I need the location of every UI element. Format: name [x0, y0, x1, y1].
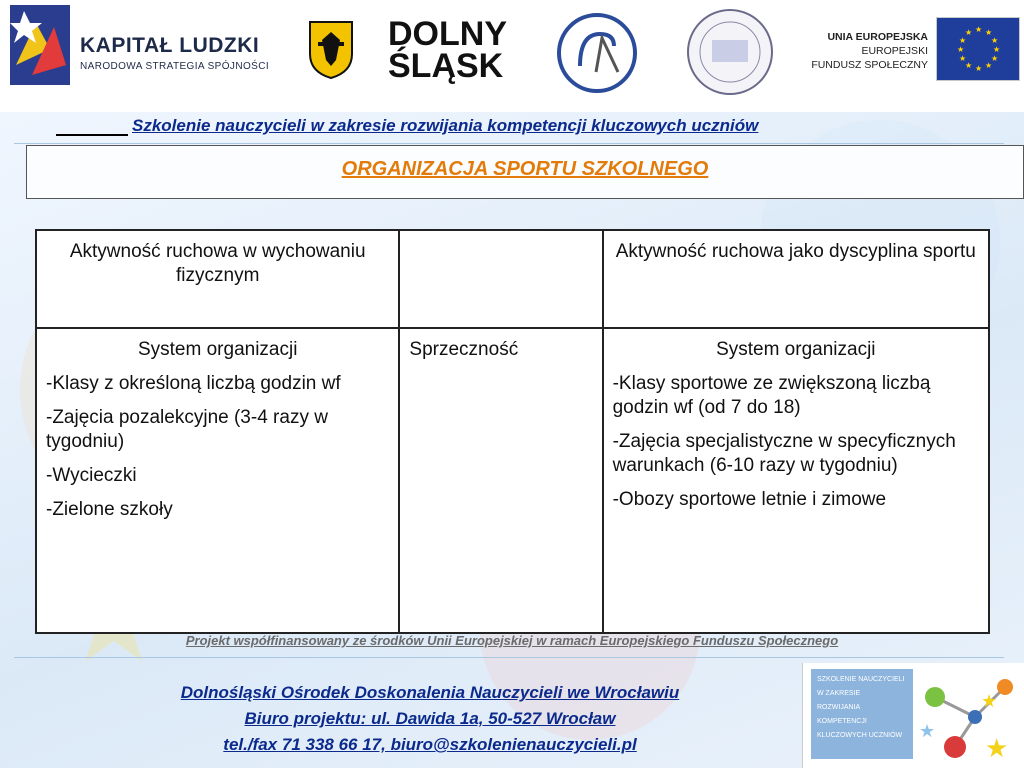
ue-line1: UNIA EUROPEJSKA: [827, 31, 928, 43]
contradiction-label: Sprzeczność: [409, 339, 519, 360]
slask-text: ŚLĄSK: [388, 47, 504, 85]
badge-line: W ZAKRESIE: [817, 690, 861, 697]
badge-line: KLUCZOWYCH UCZNIÓW: [817, 732, 903, 739]
ue-line3: FUNDUSZ SPOŁECZNY: [811, 59, 928, 71]
eu-flag-icon: [936, 17, 1020, 81]
kapital-ludzki-title: KAPITAŁ LUDZKI: [80, 34, 260, 57]
middle-cell: [399, 328, 602, 633]
svg-text:★: ★: [959, 54, 967, 63]
dolny-slask-logo: [388, 15, 507, 85]
svg-text:★: ★: [991, 54, 999, 63]
header-cell-sport-discipline: Aktywność ruchowa jako dyscyplina sportu: [603, 230, 989, 328]
table-row: [36, 328, 989, 633]
divider: [14, 143, 1004, 144]
svg-text:★: ★: [957, 45, 965, 54]
comparison-table: [35, 229, 990, 634]
training-badge: [802, 663, 1024, 768]
university-seal-icon: [556, 12, 638, 94]
svg-text:★: ★: [985, 734, 1009, 764]
divider: [14, 657, 1004, 658]
badge-text: [811, 669, 913, 759]
svg-text:★: ★: [965, 61, 973, 70]
badge-line: KOMPETENCJI: [817, 718, 867, 725]
kapital-ludzki-logo-icon: [10, 5, 70, 85]
training-subtitle: [56, 116, 976, 136]
office-address: Biuro projektu: ul. Dawida 1a, 50-527 Wrocław: [244, 709, 616, 728]
coat-of-arms-icon: [308, 20, 354, 80]
contact-line: tel./fax 71 338 66 17, biuro@szkolenienauczycieli.pl: [223, 735, 637, 754]
header-cell-physical-education: Aktywność ruchowa w wychowaniu fizycznym: [36, 230, 399, 328]
list-item: -Obozy sportowe letnie i zimowe: [612, 489, 887, 510]
badge-line: ROZWIJANIA: [817, 704, 861, 711]
dodn-seal-icon: [684, 6, 776, 98]
institution-name: Dolnośląski Ośrodek Doskonalenia Nauczycieli we Wrocławiu: [180, 683, 680, 702]
left-heading: System organizacji: [137, 339, 298, 360]
page-title: ORGANIZACJA SPORTU SZKOLNEGO: [341, 158, 709, 180]
svg-text:★: ★: [985, 28, 993, 37]
list-item: -Zajęcia specjalistyczne w specyficznych warunkach (6-10 razy w tygodniu): [612, 431, 956, 476]
left-cell: [36, 328, 399, 633]
logo-bar: [0, 0, 1024, 112]
list-item: -Klasy z określoną liczbą godzin wf: [46, 373, 341, 394]
badge-line: SZKOLENIE NAUCZYCIELI: [817, 676, 905, 683]
dolny-text: DOLNY: [388, 15, 507, 53]
right-cell: [603, 328, 989, 633]
eu-text-block: [798, 30, 928, 72]
underline-blank: [56, 120, 128, 136]
training-subtitle-text: Szkolenie nauczycieli w zakresie rozwijania kompetencji kluczowych uczniów: [132, 116, 759, 135]
header-cell-empty: [399, 230, 602, 328]
svg-text:★: ★: [965, 28, 973, 37]
project-funding-note: Projekt współfinansowany ze środków Unii Europejskiej w ramach Europejskiego Funduszu Społecznego: [185, 633, 839, 648]
svg-text:★: ★: [981, 691, 998, 712]
list-item: -Klasy sportowe ze zwiększoną liczbą godzin wf (od 7 do 18): [612, 373, 931, 418]
right-heading: System organizacji: [716, 339, 876, 360]
kapital-ludzki-subtitle: NARODOWA STRATEGIA SPÓJNOŚCI: [80, 61, 270, 72]
table-header-row: [36, 230, 989, 328]
svg-text:★: ★: [919, 721, 936, 742]
svg-text:★: ★: [993, 45, 1001, 54]
svg-text:★: ★: [991, 36, 999, 45]
molecule-stars-icon: [915, 667, 1023, 765]
svg-text:★: ★: [975, 64, 983, 73]
svg-text:★: ★: [985, 61, 993, 70]
svg-text:★: ★: [959, 36, 967, 45]
address-block: [60, 680, 800, 758]
list-item: -Zajęcia pozalekcyjne (3-4 razy w tygodniu): [46, 407, 328, 452]
list-item: -Zielone szkoły: [46, 499, 173, 520]
title-box: [26, 145, 1024, 199]
svg-text:★: ★: [975, 25, 983, 34]
list-item: -Wycieczki: [46, 465, 137, 486]
ue-line2: EUROPEJSKI: [861, 45, 928, 57]
